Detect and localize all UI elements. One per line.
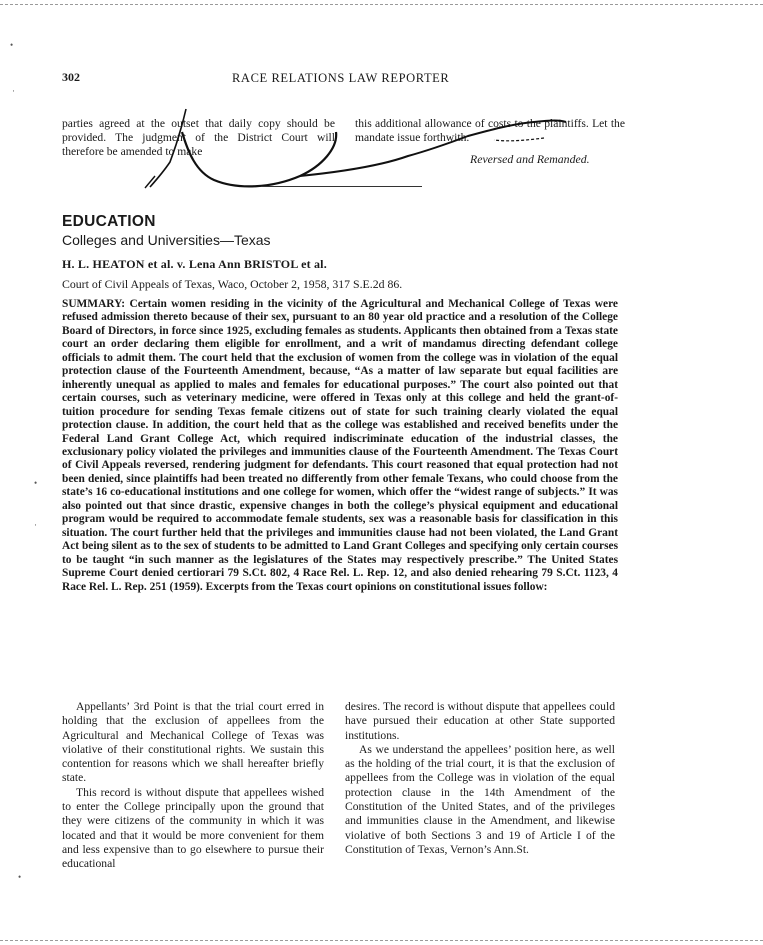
page-number: 302 [62, 70, 80, 84]
summary-label: SUMMARY: [62, 298, 126, 310]
scan-speck: • [18, 872, 22, 882]
scan-speck: • [34, 478, 38, 488]
subsection-title: Colleges and Universities—Texas [62, 232, 271, 248]
scan-speck: • [10, 40, 14, 50]
section-title: EDUCATION [62, 213, 156, 230]
court-citation: Court of Civil Appeals of Texas, Waco, October 2, 1958, 317 S.E.2d 86. [62, 277, 403, 291]
opinion-paragraph: As we understand the appellees’ position here, as well as the holding of the trial court, it is that the exclusion of appellees from the College was in violation of the equal protection clause in the 14th Amendment of the Constitution of the United States, and of the privileges and immunities clause in the Amendment, and likewise violative of both Sections 3 and 19 of Article I of the Constitution of Texas, Vernon’s Ann.St. [345, 742, 615, 856]
case-end-rule [262, 186, 422, 187]
scan-bottom-border [0, 940, 763, 941]
previous-case-right-column: this additional allowance of costs to the plaintiffs. Let the mandate issue forthwith. [355, 117, 625, 144]
scan-speck: · [12, 86, 15, 96]
scan-speck: · [34, 520, 37, 530]
opinion-left-column [62, 700, 324, 872]
case-summary [62, 298, 618, 594]
running-head: RACE RELATIONS LAW REPORTER [232, 71, 450, 85]
opinion-paragraph: desires. The record is without dispute that appellees could have pursued their education at other State supported institutions. [345, 700, 615, 742]
opinion-paragraph: Appellants’ 3rd Point is that the trial court erred in holding that the exclusion of appellees from the Agricultural and Mechanical College of Texas was violative of their constitutional rights. We sustain this contention for reasons which we shall hereafter briefly state. [62, 700, 324, 785]
case-caption: H. L. HEATON et al. v. Lena Ann BRISTOL et al. [62, 257, 327, 271]
previous-case-left-column: parties agreed at the outset that daily copy should be provided. The judgment of the District Court will therefore be amended to make [62, 117, 335, 158]
summary-text: Certain women residing in the vicinity of the Agricultural and Mechanical College of Texas were refused admission thereto because of their sex, pursuant to an 80 year old practice and a resolution of the College Board of Directors, in force since 1925, excluding females as students. Applicants then obtained from a Texas state court an order declaring them eligible for enrollment, and a writ of mandamus directing defendant college officials to admit them. The court held that the exclusion of women from the college was in violation of the equal protection clause of the Fourteenth Amendment, because, “As a matter of law separate but equal facilities are inherently unequal as applied to males and females for educational purposes.” The court also pointed out that certain courses, such as veterinary medicine, were offered in Texas only at this college and held the grant-of-tuition procedure for sending Texas female citizens out of state for such training clearly violated the equal protection clause. In addition, the court held that as the college was established and received benefits under the Federal Land Grant College Act, which required indiscriminate education of the industrial classes, the exclusionary policy violated the privileges and immunities clause of the Fourteenth Amendment. The Texas Court of Civil Appeals reversed, rendering judgment for defendants. This court reasoned that equal protection had not been denied, since plaintiffs had been treated no differently from other female Texans, who could choose from the state’s 16 co-educational institutions and one college for women, which offer the “widest range of subjects.” It was also pointed out that since drastic, expensive changes in both the college’s physical equipment and educational program would be required to accommodate female students, sex was a reasonable basis for classification in this situation. The court further held that the privileges and immunities clause had not been violated, the Land Grant Act being silent as to the sex of students to be admitted to Land Grant Colleges and specifying only certain courses to be taught “in such manner as the legislatures of the States may respectively prescribe.” The United States Supreme Court denied certiorari 79 S.Ct. 802, 4 Race Rel. L. Rep. 12, and also denied rehearing 79 S.Ct. 1123, 4 Race Rel. L. Rep. 251 (1959). Excerpts from the Texas court opinions on constitutional issues follow: [62, 298, 618, 593]
opinion-paragraph: This record is without dispute that appellees wished to enter the College principally upon the ground that they were citizens of the community in which it was located and that it would be more convenient for them and less expensive than to go elsewhere to pursue their educational [62, 785, 324, 871]
scan-top-border [0, 4, 763, 5]
previous-case-disposition: Reversed and Remanded. [470, 152, 590, 166]
opinion-right-column [345, 700, 615, 857]
